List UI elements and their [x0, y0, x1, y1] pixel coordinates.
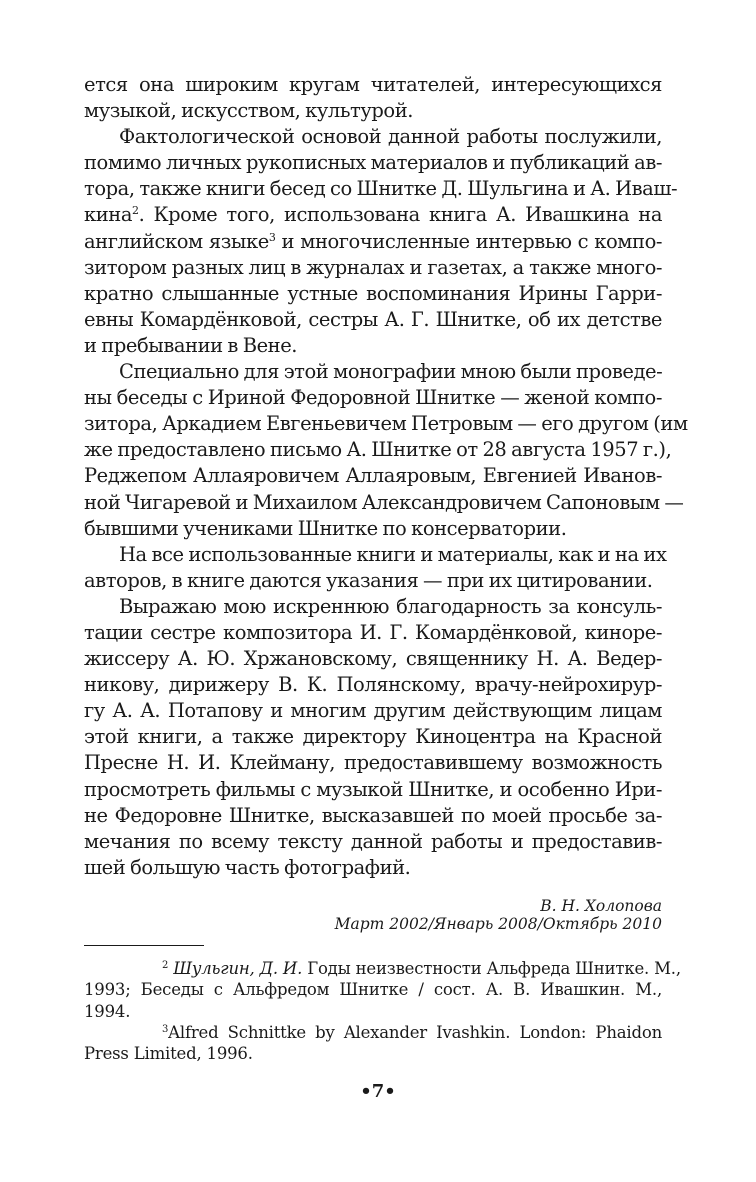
footnotes [84, 958, 681, 1064]
text-span: . Кроме того, использована книга А. Ивашкина на [138, 203, 662, 227]
paragraph-start: Фактологической основой данной работы послужили, [119, 125, 662, 149]
text-line: ной Чигаревой и Михаилом Александровичем Сапоновым — [84, 490, 684, 514]
text-line: этой книги, а также директору Киноцентра на Красной [84, 725, 662, 749]
text-line: тации сестре композитора И. Г. Комардёнковой, киноре- [84, 620, 662, 644]
text-line: не Федоровне Шнитке, высказавшей по моей просьбе за- [84, 803, 662, 827]
paragraph-start: Выражаю мою искреннюю благодарность за консуль- [119, 594, 662, 618]
text-line: евны Комардёнковой, сестры А. Г. Шнитке, об их детстве [84, 307, 662, 331]
body-text [84, 72, 688, 881]
text-line [84, 202, 662, 228]
text-line: зитором разных лиц в журналах и газетах, а также много- [84, 255, 662, 279]
footnote-divider [84, 945, 204, 946]
signature-dates: Март 2002/Январь 2008/Октябрь 2010 [334, 915, 662, 933]
text-line: бывшими учениками Шнитке по консерватории. [84, 516, 567, 540]
text-line: музыкой, искусством, культурой. [84, 99, 414, 123]
footnote-ref: 2 [132, 204, 139, 218]
text-line: мечания по всему тексту данной работы и предоставив- [84, 829, 662, 853]
footnote-author: Шульгин, Д. И. [173, 959, 303, 978]
text-line: шей большую часть фотографий. [84, 855, 411, 879]
footnote-line: 1994. [84, 1001, 131, 1021]
text-line: зитора, Аркадием Евгеньевичем Петровым — его другом (им [84, 412, 688, 436]
text-span: Годы неизвестности Альфреда Шнитке. М., [302, 959, 681, 978]
footnote-mark: 3 [162, 1023, 169, 1035]
text-line: авторов, в книге даются указания — при их цитировании. [84, 568, 653, 592]
text-line: же предоставлено письмо А. Шнитке от 28 августа 1957 г.), [84, 438, 672, 462]
text-line: и пребывании в Вене. [84, 333, 298, 357]
text-line: никову, дирижеру В. К. Полянскому, врачу-нейрохирур- [84, 673, 662, 697]
footnote-ref: 3 [268, 230, 276, 244]
text-line: гу А. А. Потапову и многим другим действующим лицам [84, 699, 662, 723]
text-line: ны беседы с Ириной Федоровной Шнитке — женой компо- [84, 386, 662, 410]
page-number: •7• [360, 1081, 396, 1102]
text-line [84, 229, 662, 255]
text-line: ется она широким кругам читателей, интересующихся [84, 73, 662, 96]
text-span: Alfred Schnittke by Alexander Ivashkin. London: Phaidon [168, 1022, 662, 1042]
text-span: и многочисленные интервью с компо- [275, 229, 662, 253]
text-span: кина [84, 203, 133, 227]
text-line: Пресне Н. И. Клейману, предоставившему возможность [84, 751, 662, 775]
paragraph-start: На все использованные книги и материалы, как и на их [119, 542, 667, 566]
text-span: английском языке [84, 229, 269, 253]
footnote-line: 1993; Беседы с Альфредом Шнитке / сост. А. В. Ивашкин. М., [84, 980, 662, 1000]
footnote-mark: 2 [162, 960, 169, 971]
text-line: просмотреть фильмы с музыкой Шнитке, и особенно Ири- [84, 777, 662, 801]
text-line: кратно слышанные устные воспоминания Ирины Гарри- [84, 281, 662, 305]
footnote-line [84, 958, 681, 979]
text-line: жиссеру А. Ю. Хржановскому, священнику Н. А. Ведер- [84, 647, 662, 671]
text-line: Реджепом Аллаяровичем Аллаяровым, Евгенией Иванов- [84, 464, 662, 488]
text-line: тора, также книги бесед со Шнитке Д. Шульгина и А. Иваш- [84, 177, 678, 201]
footnote-line [84, 1022, 662, 1043]
footnote-line: Press Limited, 1996. [84, 1044, 253, 1064]
paragraph-start: Специально для этой монографии мною были проведе- [119, 360, 663, 384]
signature-author: В. Н. Холопова [540, 897, 662, 915]
text-line: помимо личных рукописных материалов и публикаций ав- [84, 151, 662, 175]
